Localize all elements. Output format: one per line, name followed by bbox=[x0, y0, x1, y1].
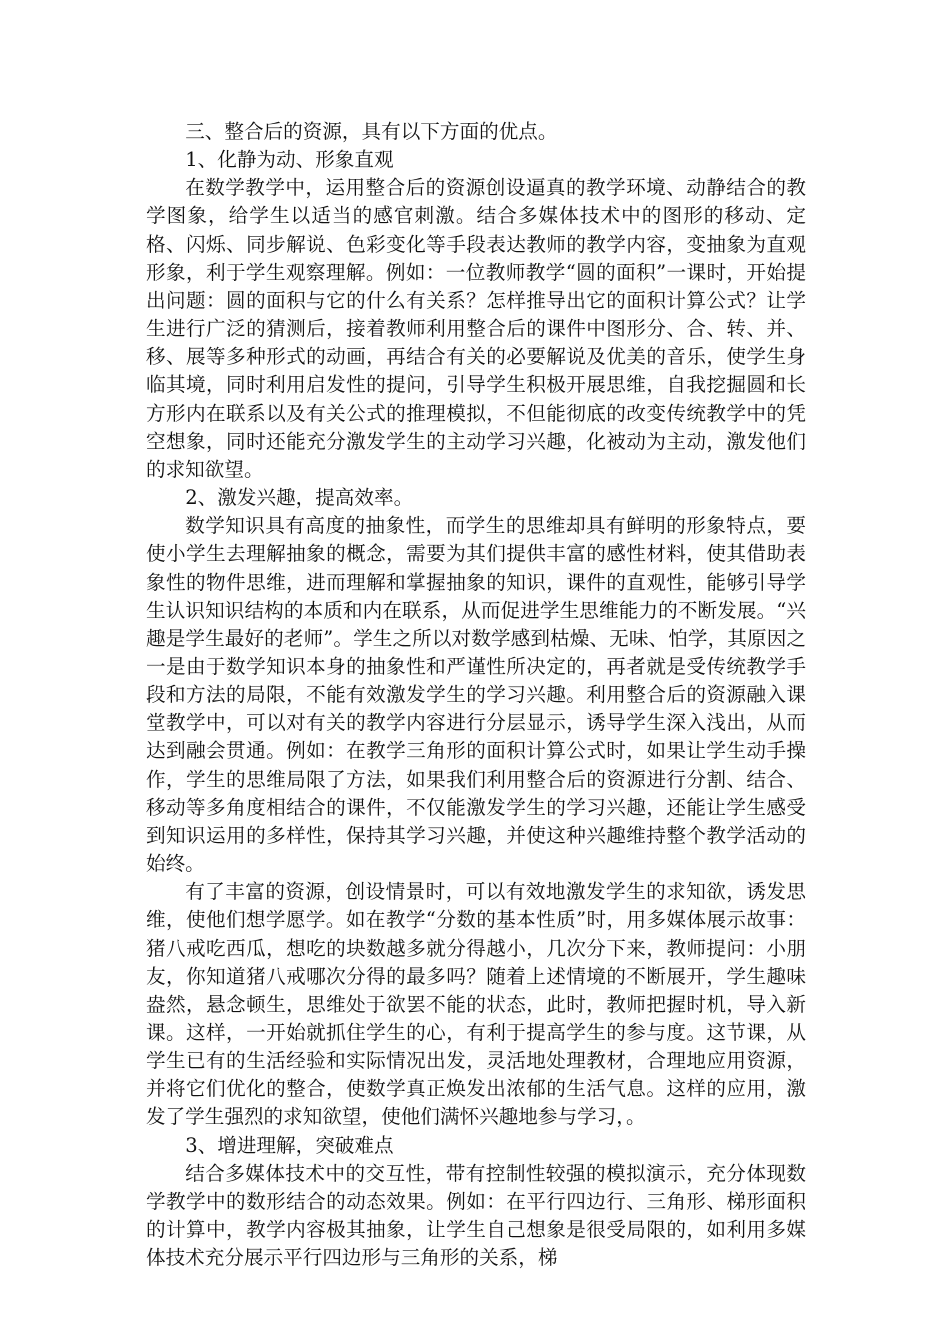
paragraph: 数学知识具有高度的抽象性，而学生的思维却具有鲜明的形象特点，要使小学生去理解抽象的概念，需要为其们提供丰富的感性材料，使其借助表象性的物件思维，进而理解和掌握抽象的知识，课件的直观性，能够引导学生认识知识结构的本质和内在联系，从而促进学生思维能力的不断发展。“兴趣是学生最好的老师”。学生之所以对数学感到枯燥、无味、怕学，其原因之一是由于数学知识本身的抽象性和严谨性所决定的，再者就是受传统教学手段和方法的局限，不能有效激发学生的学习兴趣。利用整合后的资源融入课堂教学中，可以对有关的教学内容进行分层显示，诱导学生深入浅出，从而达到融会贯通。例如：在教学三角形的面积计算公式时，如果让学生动手操作，学生的思维局限了方法，如果我们利用整合后的资源进行分割、结合、移动等多角度相结合的课件，不仅能激发学生的学习兴趣，还能让学生感受到知识运用的多样性，保持其学习兴趣，并使这种兴趣维持整个教学活动的始终。 bbox=[146, 514, 806, 876]
subheading-2: 2、激发兴趣，提高效率。 bbox=[185, 486, 414, 510]
paragraph: 在数学教学中，运用整合后的资源创设逼真的教学环境、动静结合的教学图象，给学生以适当的感官刺激。结合多媒体技术中的图形的移动、定格、闪烁、同步解说、色彩变化等手段表达教师的教学内容，变抽象为直观形象，利于学生观察理解。例如：一位教师教学“圆的面积”一课时，开始提出问题：圆的面积与它的什么有关系？怎样推导出它的面积计算公式？让学生进行广泛的猜测后，接着教师利用整合后的课件中图形分、合、转、并、移、展等多种形式的动画，再结合有关的必要解说及优美的音乐，使学生身临其境，同时利用启发性的提问，引导学生积极开展思维，自我挖掘圆和长方形内在联系以及有关公式的推理模拟，不但能彻底的改变传统教学中的凭空想象，同时还能充分激发学生的主动学习兴趣，化被动为主动，激发他们的求知欲望。 bbox=[146, 176, 806, 481]
subheading-3: 3、增进理解，突破难点 bbox=[185, 1133, 394, 1157]
paragraph: 结合多媒体技术中的交互性，带有控制性较强的模拟演示，充分体现数学教学中的数形结合的动态效果。例如：在平行四边行、三角形、梯形面积的计算中，教学内容极其抽象，让学生自己想象是很受局限的，如利用多媒体技术充分展示平行四边形与三角形的关系，梯 bbox=[146, 1161, 806, 1270]
subheading-1: 1、化静为动、形象直观 bbox=[185, 148, 394, 172]
document-body bbox=[146, 118, 806, 1272]
section-heading: 三、整合后的资源，具有以下方面的优点。 bbox=[185, 120, 558, 143]
paragraph: 有了丰富的资源，创设情景时，可以有效地激发学生的求知欲，诱发思维，使他们想学愿学。如在教学“分数的基本性质”时，用多媒体展示故事：猪八戒吃西瓜，想吃的块数越多就分得越小，几次分下来，教师提问：小朋友，你知道猪八戒哪次分得的最多吗？随着上述情境的不断展开，学生趣味盎然，悬念顿生，思维处于欲罢不能的状态，此时，教师把握时机，导入新课。这样，一开始就抓住学生的心，有利于提高学生的参与度。这节课，从学生已有的生活经验和实际情况出发，灵活地处理教材，合理地应用资源，并将它们优化的整合，使数学真正焕发出浓郁的生活气息。这样的应用，激发了学生强烈的求知欲望，使他们满怀兴趣地参与学习，。 bbox=[146, 880, 806, 1129]
